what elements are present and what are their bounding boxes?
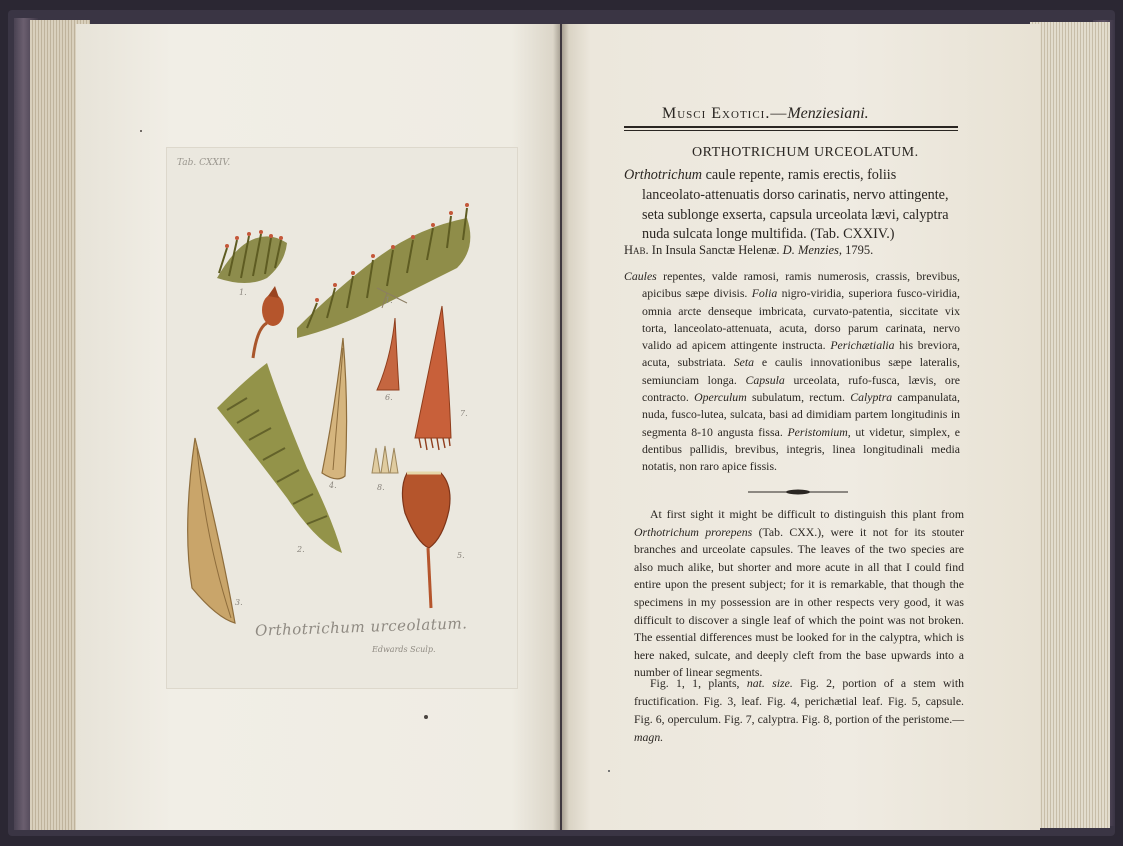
running-head (662, 105, 869, 123)
running-head-main: Musci Exotici.— (662, 105, 788, 122)
moss-illustration (167, 148, 519, 690)
fig-number-7: 7. (460, 409, 468, 418)
commentary-text-2: (Tab. CXX.), were it not for its stouter branches and urceolate capsules. The leaves of the two species are also much alike, but shorter and more acute in all that I could find entire upon the present subject; for it is remarkable, that though the specimens in my possession are in other respects very good, it was difficult to discover a single leaf of which the point was not broken. The essential differences must be looked for in the calyptra, which is here naked, sulcate, and deeply cleft from the base upwards into a number of linear segments. (634, 524, 965, 680)
desc-perichaetialia: his breviora, acuta, substriata. (642, 338, 961, 370)
fig-number-1b: 1. (385, 296, 393, 305)
desc-capsula-label: Capsula (745, 372, 785, 387)
fig-number-3: 3. (235, 598, 243, 607)
double-rule-thin (624, 130, 958, 131)
commentary (634, 506, 964, 682)
diagnosis-text: caule repente, ramis erectis, foliis lanceolato-attenuatis dorso carinatis, nervo attingente, seta sublonge exserta, capsula urceolata lævi, calyptra nuda sulcata longe multifida. (Tab. CXXIV.) (642, 167, 949, 243)
figure-legend (634, 674, 964, 746)
plate-number: Tab. CXXIV. (177, 158, 231, 168)
fig-number-5: 5. (457, 551, 465, 560)
desc-perichaetialia-label: Perichætialia (830, 338, 895, 353)
fig-number-6: 6. (385, 393, 393, 402)
fig-7-calyptra (415, 306, 451, 450)
fig-8-peristome (372, 446, 398, 473)
fig-1-plant-left (217, 230, 287, 283)
fig-3-leaf (188, 438, 235, 623)
figlegend-text-1: Fig. 1, 1, plants, (650, 676, 747, 690)
running-head-sub: Menziesiani. (787, 105, 869, 122)
speck (424, 715, 428, 719)
speck (608, 770, 610, 772)
desc-operculum: subulatum, rectum. (746, 390, 851, 405)
species-title: ORTHOTRICHUM URCEOLATUM. (692, 145, 919, 160)
desc-caules-label: Caules (624, 269, 657, 283)
fig-1-plant-right (297, 203, 470, 338)
fig-5-capsule (402, 473, 450, 608)
habitat-text: In Insula Sanctæ Helenæ. (651, 243, 780, 257)
fig-number-1a: 1. (239, 288, 247, 297)
desc-capsula: urceolata, rufo-fusca, lævis, ore contracto. (642, 372, 960, 405)
fig-number-8: 8. (377, 483, 385, 492)
description (624, 268, 960, 476)
desc-seta-label: Seta (733, 355, 754, 370)
fig-4-leaf (322, 338, 347, 479)
desc-calyptra-label: Calyptra (850, 390, 893, 405)
figlegend-magn: magn. (634, 730, 664, 744)
habitat (624, 243, 960, 258)
speck (140, 130, 142, 132)
figlegend-text-2: Fig. 2, portion of a stem with fructification. Fig. 3, leaf. Fig. 4, perichætial leaf. Fig. 5, capsule. Fig. 6, operculum. Fig. 7, calyptra. Fig. 8, portion of the peristome.— (634, 676, 965, 726)
botanical-plate (166, 147, 518, 689)
double-rule-thick (624, 126, 958, 128)
desc-folia-label: Folia (751, 286, 778, 301)
plate-credit: Edwards Sculp. (372, 645, 436, 654)
fig-number-4: 4. (329, 481, 337, 490)
desc-caules: repentes, valde ramosi, ramis numerosis, crassis, brevibus, apicibus sæpe divisis. (642, 269, 960, 301)
page-stack-right (1030, 22, 1110, 828)
desc-peristomium-label: Peristomium, (787, 424, 851, 439)
habitat-label: Hab. (624, 243, 649, 257)
gutter-shadow (553, 24, 569, 830)
desc-folia: nigro-viridia, superiora fusco-viridia, omnia arcte denseque imbricata, curvato-patentia, siccitate vix torta, lanceolato-attenuata, acuta, dorso parum carinata, nervo valido ad apicem attingente instructa. (642, 286, 960, 353)
commentary-text-1: At first sight it might be difficult to distinguish this plant from (650, 507, 964, 521)
desc-calyptra: campanulata, nuda, fusco-lutea, sulcata, basi ad dimidiam partem longitudinis in segmenta 8-10 angusta fissa. (642, 390, 960, 439)
desc-operculum-label: Operculum (694, 390, 747, 405)
ornament-divider (748, 489, 848, 495)
figlegend-natsize: nat. size. (746, 676, 793, 690)
fig-6-operculum (377, 318, 399, 390)
habitat-year: 1795. (845, 243, 874, 257)
plate-caption: Orthotrichum urceolatum. (254, 614, 468, 640)
desc-seta: e caulis innovationibus sæpe lateralis, semiunciam longa. (642, 355, 960, 387)
desc-peristomium: ut videtur, simplex, e dentibus pallidis, brevibus, integris, linea longitudinali media notatis, non raro apice fissis. (642, 424, 960, 474)
diagnosis (624, 166, 960, 245)
diagnosis-genus: Orthotrichum (624, 167, 703, 183)
commentary-species: Orthotrichum prorepens (634, 524, 753, 539)
habitat-collector: D. Menzies, (782, 243, 843, 257)
fig-number-2: 2. (297, 545, 305, 554)
